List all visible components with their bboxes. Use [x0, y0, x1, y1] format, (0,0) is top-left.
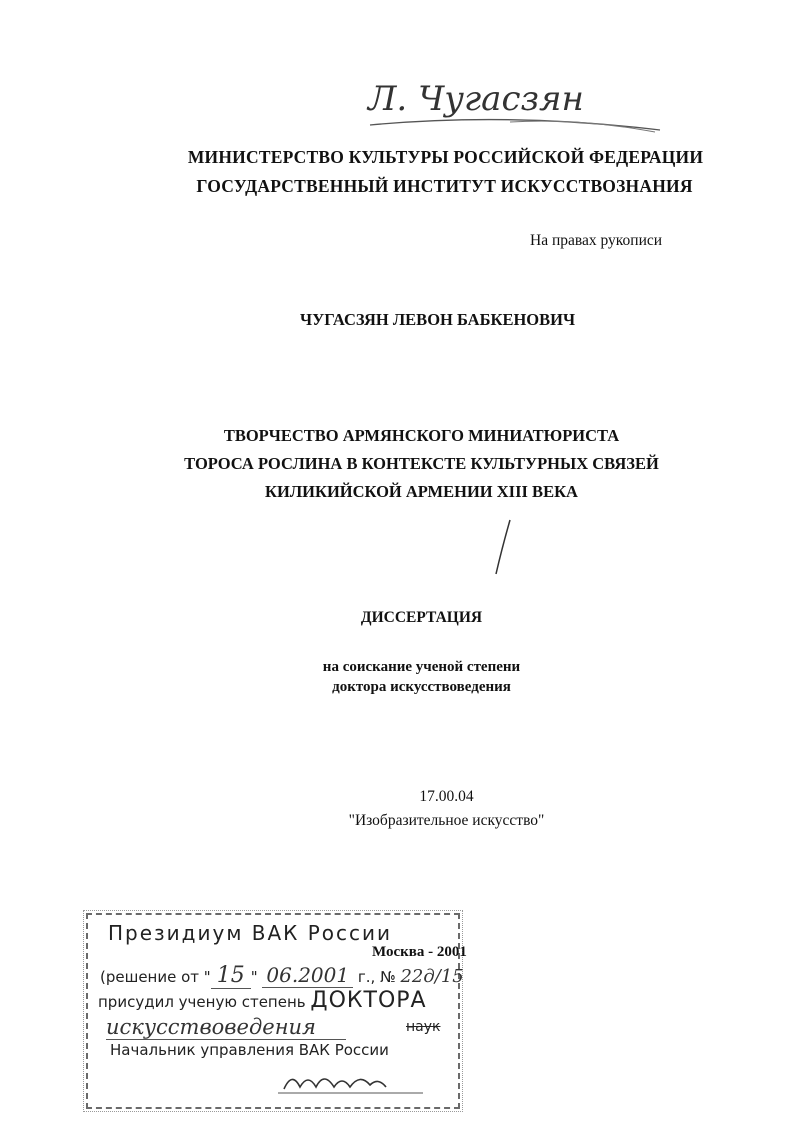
decision-day: 15 — [211, 963, 251, 989]
author-text: ЧУГАСЗЯН ЛЕВОН БАБКЕНОВИЧ — [300, 310, 576, 329]
stamp-field — [106, 1015, 346, 1040]
rights-note: На правах рукописи — [530, 232, 663, 249]
specialty-name: "Изобразительное искусство" — [348, 812, 545, 829]
dissertation-title — [0, 422, 793, 506]
stamp-award — [98, 988, 427, 1013]
ministry-header — [0, 143, 793, 201]
decision-number: 22д/15 — [400, 966, 464, 987]
specialty-block — [0, 785, 793, 833]
document-type: ДИССЕРТАЦИЯ — [360, 609, 483, 626]
signature — [360, 70, 670, 135]
degree-line-2: доктора искусствоведения — [332, 679, 511, 695]
title-line-2: ТОРОСА РОСЛИНА В КОНТЕКСТЕ КУЛЬТУРНЫХ СВЯЗЕЙ — [184, 454, 659, 473]
author-name — [300, 310, 700, 330]
stamp-signature — [278, 1065, 428, 1097]
stamp-chief: Начальник управления ВАК России — [110, 1041, 389, 1059]
degree-line-1: на соискание ученой степени — [322, 659, 521, 675]
award-text: присудил ученую степень — [98, 993, 306, 1011]
signature-drawing — [360, 70, 670, 135]
decision-quote: " — [250, 968, 258, 986]
stamp-title: Президиум ВАК России — [108, 921, 393, 945]
field-handwritten: искусствоведения — [106, 1015, 346, 1040]
vak-stamp — [86, 913, 464, 1109]
award-degree: ДОКТОРА — [310, 988, 427, 1013]
decision-g: г., № — [357, 968, 396, 986]
signature-text: Л. Чугасзян — [368, 79, 584, 119]
stamp-decision — [100, 963, 464, 989]
decision-month-year: 06.2001 — [262, 963, 353, 988]
specialty-code: 17.00.04 — [419, 788, 474, 805]
title-line-1: ТВОРЧЕСТВО АРМЯНСКОГО МИНИАТЮРИСТА — [223, 426, 620, 445]
institute-line: ГОСУДАРСТВЕННЫЙ ИНСТИТУТ ИСКУССТВОЗНАНИЯ — [196, 176, 693, 196]
ministry-line: МИНИСТЕРСТВО КУЛЬТУРЫ РОССИЙСКОЙ ФЕДЕРАЦИИ — [187, 147, 704, 167]
pen-mark — [488, 518, 518, 578]
degree-block — [0, 657, 793, 697]
title-line-3: КИЛИКИЙСКОЙ АРМЕНИИ XIII ВЕКА — [265, 482, 578, 501]
decision-prefix: (решение от " — [100, 968, 211, 986]
stamp-nauk: наук — [406, 1019, 441, 1035]
place-year: Москва - 2001 — [372, 944, 467, 960]
